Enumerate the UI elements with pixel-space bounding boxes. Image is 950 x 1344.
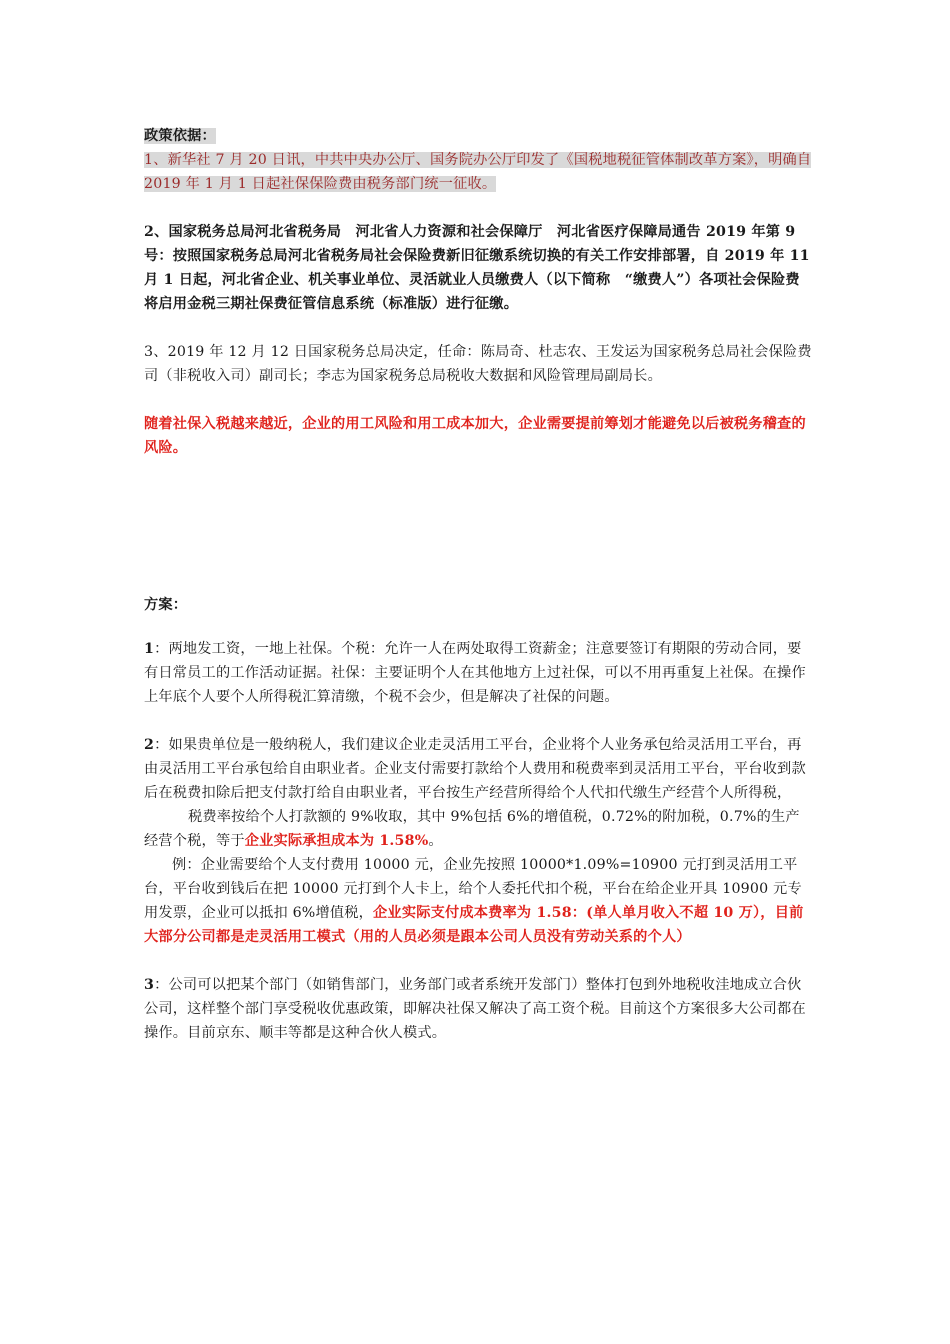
spacer: [144, 316, 812, 340]
plan-1: [144, 637, 812, 709]
policy-item-3: 3、2019 年 12 月 12 日国家税务总局决定，任命：陈局奇、杜志农、王发运为国家税务总局社会保险费司（非税收入司）副司长；李志为国家税务总局税收大数据和风险管理局副局长。: [144, 344, 812, 384]
plan-1-number: 1: [144, 641, 155, 657]
spacer: [144, 709, 812, 733]
plan-3-text: ：公司可以把某个部门（如销售部门，业务部门或者系统开发部门）整体打包到外地税收洼地成立合伙公司，这样整个部门享受税收优惠政策，即解决社保又解决了高工资个税。目前这个方案很多大公司都在操作。目前京东、顺丰等都是这种合伙人模式。: [144, 977, 806, 1041]
plan-3: [144, 973, 812, 1045]
plan-2-rate-text: 税费率按给个人打款额的 9%收取，其中 9%包括 6%的增值税，0.72%的附加税，0.7%的生产经营个税，等于: [144, 809, 800, 849]
policy-item-1-text: 1、新华社 7 月 20 日讯，中共中央办公厅、国务院办公厅印发了《国税地税征管体制改革方案》，明确自 2019 年 1 月 1 日起社保保险费由税务部门统一征收。: [144, 152, 812, 192]
spacer: [144, 388, 812, 412]
plan-2-rate-highlight: 企业实际承担成本为 1.58%: [244, 833, 429, 849]
spacer: [144, 949, 812, 973]
plan-2-rate: [144, 805, 812, 853]
policy-heading-text: 政策依据：: [144, 128, 216, 144]
plan-2-example-text: 例：企业需要给个人支付费用 10000 元，企业先按照 10000*1.09%=10900 元打到灵活用工平台，平台收到钱后在把 10000 元打到个人卡上，给个人委托代扣个税，平台在给企业开具 10900 元专用发票，企业可以抵扣 6%增值税，: [144, 857, 802, 921]
plan-2-rate-end: 。: [428, 833, 443, 849]
policy-item-2: 2、国家税务总局河北省税务局 河北省人力资源和社会保障厅 河北省医疗保障局通告 2019 年第 9 号：按照国家税务总局河北省税务局社会保险费新旧征缴系统切换的有关工作安排部署，自 2019 年 11 月 1 日起，河北省企业、机关事业单位、灵活就业人员缴费人（以下简称 “缴费人”）各项社会保险费将启用金税三期社保费征管信息系统（标准版）进行征缴。: [144, 224, 810, 312]
plan-1-text: ：两地发工资，一地上社保。个税：允许一人在两处取得工资薪金；注意要签订有期限的劳动合同，要有日常员工的工作活动证据。社保：主要证明个人在其他地方上过社保，可以不用再重复上社保。在操作上年底个人要个人所得税汇算清缴，个税不会少，但是解决了社保的问题。: [144, 641, 806, 705]
plan-2-example-highlight: 企业实际支付成本费率为 1.58：(单人单月收入不超 10 万），目前大部分公司都是走灵活用工模式（用的人员必须是跟本公司人员没有劳动关系的个人）: [144, 905, 804, 945]
document-page: [144, 124, 812, 1045]
plan-2-number: 2: [144, 737, 155, 753]
plan-2: [144, 733, 812, 805]
policy-heading: [144, 124, 812, 148]
spacer: [144, 617, 812, 637]
spacer: [144, 460, 812, 593]
policy-warning: 随着社保入税越来越近，企业的用工风险和用工成本加大，企业需要提前筹划才能避免以后被税务稽查的风险。: [144, 416, 806, 456]
plan-2-example: [144, 853, 812, 949]
plans-heading: 方案：: [144, 597, 188, 613]
spacer: [144, 196, 812, 220]
policy-item-1: [144, 148, 812, 196]
plan-3-number: 3: [144, 977, 155, 993]
plan-2-text: ：如果贵单位是一般纳税人，我们建议企业走灵活用工平台，企业将个人业务承包给灵活用工平台，再由灵活用工平台承包给自由职业者。企业支付需要打款给个人费用和税费率到灵活用工平台，平台收到款后在税费扣除后把支付款打给自由职业者，平台按生产经营所得给个人代扣代缴生产经营个人所得税，: [144, 737, 806, 801]
